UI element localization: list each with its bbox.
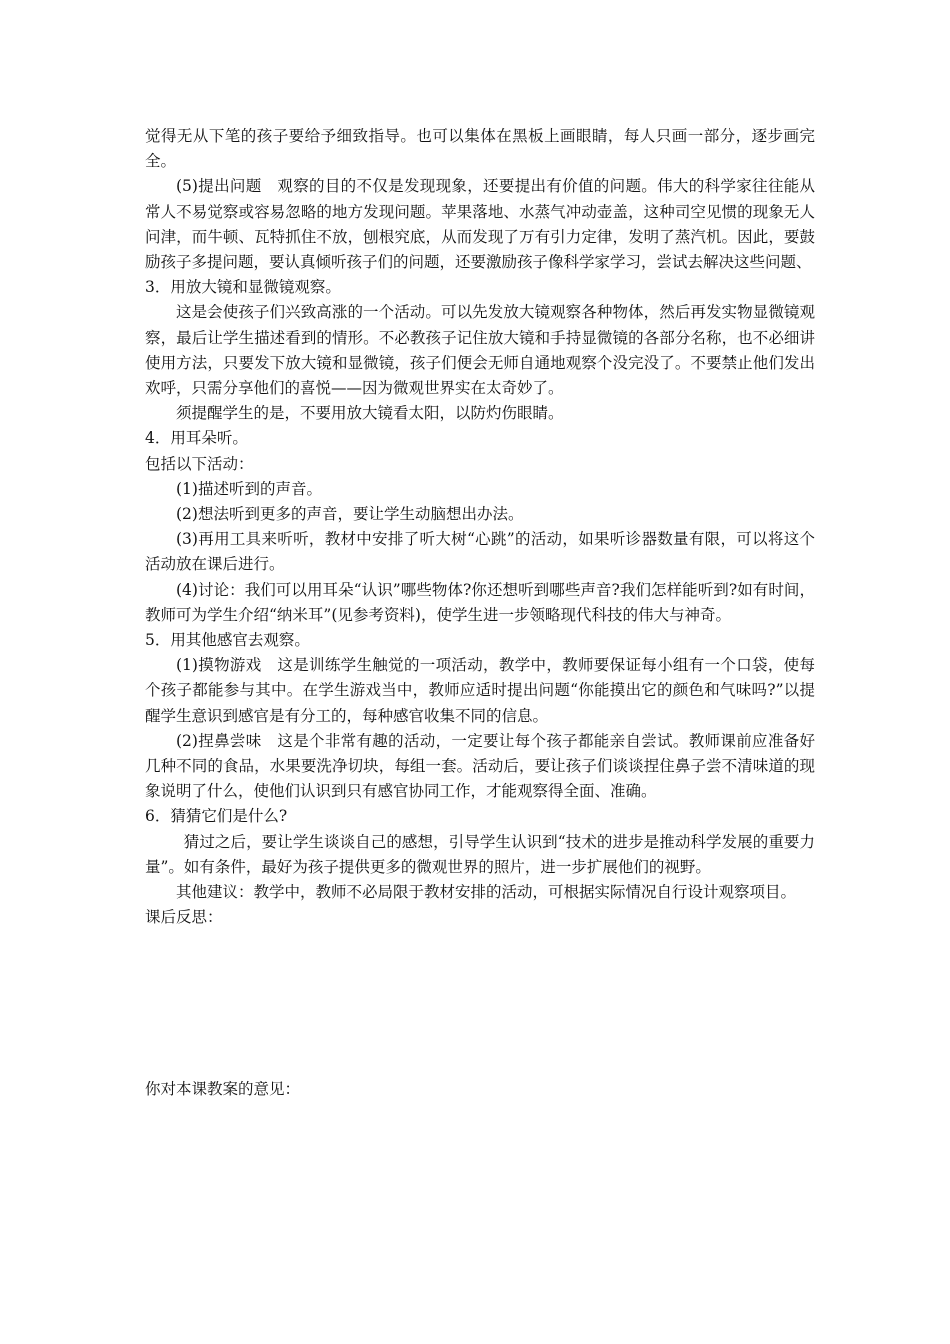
label-reflection: 课后反思： [145, 908, 223, 927]
label-opinion: 你对本课教案的意见： [145, 1080, 301, 1098]
list-item-taste-activity: (2)捏鼻尝味 这是个非常有趣的活动，一定要让每个孩子都能亲自尝试。教师课前应准备好几种不同的食品，水果要洗净切块，每组一套。活动后，要让孩子们谈谈捏住鼻子尝不清味道的现象说明了什么，使他们认识到只有感官协同工作，才能观察得全面、准确。 [145, 731, 815, 801]
list-item-discussion: (4)讨论：我们可以用耳朵“认识”哪些物体?你还想听到哪些声音?我们怎样能听到?如有时间，教师可为学生介绍“纳米耳”(见参考资料)，使学生进一步领略现代科技的伟大与神奇。 [145, 580, 815, 624]
heading-listen-with-ears: 4．用耳朵听。 [145, 429, 248, 448]
paragraph-sun-warning: 须提醒学生的是，不要用放大镜看太阳，以防灼伤眼睛。 [176, 404, 564, 423]
paragraph-ask-questions: (5)提出问题 观察的目的不仅是发现现象，还要提出有价值的问题。伟大的科学家往往能从常人不易觉察或容易忽略的地方发现问题。苹果落地、水蒸气冲动壶盖，这种司空见惯的现象无人问津，而牛顿、瓦特抓住不放，刨根究底，从而发现了万有引力定律，发明了蒸汽机。因此，要鼓励孩子多提问题，要认真倾听孩子们的问题，还要激励孩子像科学家学习，尝试去解决这些问题、 [145, 177, 815, 272]
paragraph-activities-intro: 包括以下活动： [145, 454, 254, 473]
paragraph-other-suggestions: 其他建议：教学中，教师不必局限于教材安排的活动，可根据实际情况自行设计观察项目。 [176, 883, 797, 902]
heading-magnifier-microscope: 3．用放大镜和显微镜观察。 [145, 278, 341, 297]
list-item-listen-with-tools: (3)再用工具来听听，教材中安排了听大树“心跳”的活动，如果听诊器数量有限，可以将这个活动放在课后进行。 [145, 530, 815, 574]
list-item-hear-more-sounds: (2)想法听到更多的声音，要让学生动脑想出办法。 [176, 505, 524, 524]
list-item-touch-game: (1)摸物游戏 这是训练学生触觉的一项活动，教学中，教师要保证每小组有一个口袋，使每个孩子都能参与其中。在学生游戏当中，教师应适时提出问题“你能摸出它的颜色和气味吗?”以提醒学生意识到感官是有分工的，每种感官收集不同的信息。 [145, 656, 815, 725]
paragraph-after-guessing: 猜过之后，要让学生谈谈自己的感想，引导学生认识到“技术的进步是推动科学发展的重要力量”。如有条件，最好为孩子提供更多的微观世界的照片，进一步扩展他们的视野。 [145, 832, 815, 876]
lesson-plan-body [145, 124, 815, 931]
paragraph-drawing-guidance: 觉得无从下笔的孩子要给予细致指导。也可以集体在黑板上画眼睛，每人只画一部分，逐步画完全。 [145, 127, 815, 171]
list-item-describe-sounds: (1)描述听到的声音。 [176, 479, 322, 498]
heading-guess-what: 6．猜猜它们是什么? [145, 807, 288, 826]
paragraph-magnifier-activity: 这是会使孩子们兴致高涨的一个活动。可以先发放大镜观察各种物体，然后再发实物显微镜观察，最后让学生描述看到的情形。不必教孩子记住放大镜和手持显微镜的各部分名称，也不必细讲使用方法，只要发下放大镜和显微镜，孩子们便会无师自通地观察个没完没了。不要禁止他们发出欢呼，只需分享他们的喜悦——因为微观世界实在太奇妙了。 [145, 303, 815, 398]
heading-other-senses: 5．用其他感官去观察。 [145, 631, 310, 650]
